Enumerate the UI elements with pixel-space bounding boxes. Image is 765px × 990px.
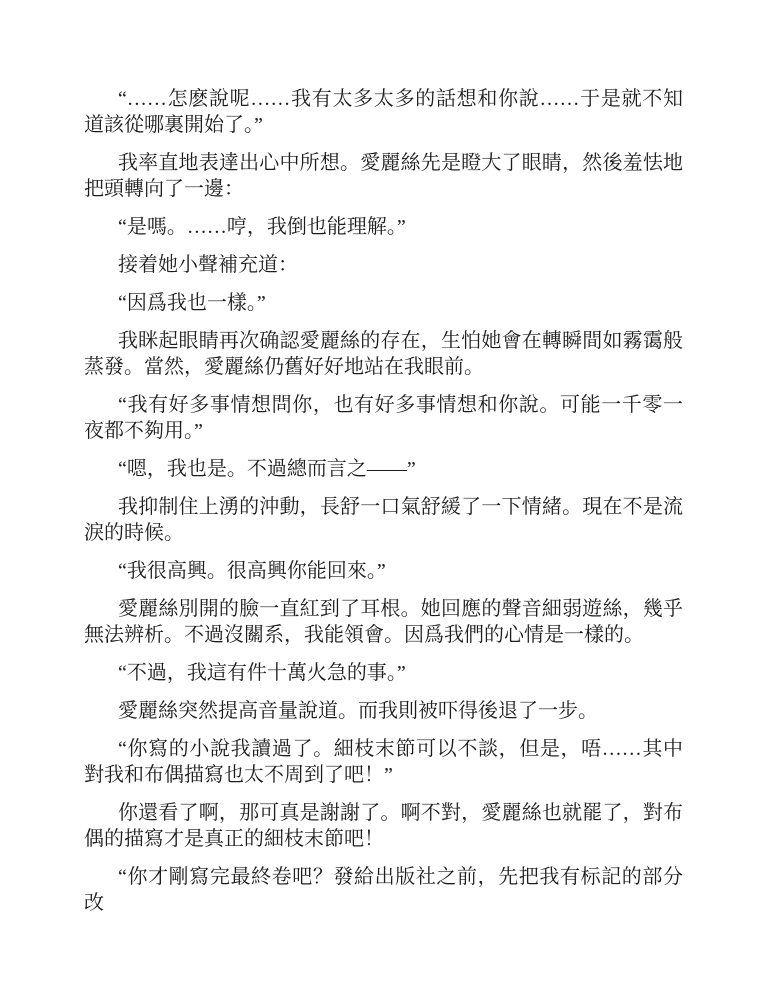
paragraph: “你才剛寫完最終卷吧？發給出版社之前，先把我有标記的部分改 <box>84 866 683 914</box>
paragraph: “你寫的小說我讀過了。細枝末節可以不談，但是，唔……其中對我和布偶描寫也太不周到了吧！” <box>84 738 683 786</box>
paragraph: “我有好多事情想問你，也有好多事情想和你說。可能一千零一夜都不夠用。” <box>84 394 683 442</box>
text-column <box>84 86 683 916</box>
paragraph: 我抑制住上湧的沖動，長舒一口氣舒緩了一下情緒。現在不是流淚的時候。 <box>84 496 683 544</box>
paragraph: “嗯，我也是。不過總而言之——” <box>118 458 416 480</box>
paragraph: 我率直地表達出心中所想。愛麗絲先是瞪大了眼睛，然後羞怯地把頭轉向了一邊： <box>84 152 683 200</box>
paragraph: “我很高興。很高興你能回來。” <box>118 560 386 582</box>
paragraph: “不過，我這有件十萬火急的事。” <box>118 662 406 684</box>
paragraph: 愛麗絲別開的臉一直紅到了耳根。她回應的聲音細弱遊絲，幾乎無法辨析。不過沒關系，我能領會。因爲我們的心情是一樣的。 <box>84 598 683 646</box>
paragraph: “……怎麽說呢……我有太多太多的話想和你說……于是就不知道該從哪裏開始了。” <box>84 88 683 136</box>
paragraph: “因爲我也一樣。” <box>118 292 266 314</box>
paragraph: 你還看了啊，那可真是謝謝了。啊不對，愛麗絲也就罷了，對布偶的描寫才是真正的細枝末節吧！ <box>84 802 683 850</box>
paragraph: 接着她小聲補充道： <box>118 254 298 276</box>
paragraph: 愛麗絲突然提高音量說道。而我則被吓得後退了一步。 <box>118 700 598 722</box>
paragraph: “是嗎。……哼，我倒也能理解。” <box>118 216 406 238</box>
paragraph: 我眯起眼睛再次确認愛麗絲的存在，生怕她會在轉瞬間如霧霭般蒸發。當然，愛麗絲仍舊好好地站在我眼前。 <box>84 330 683 378</box>
